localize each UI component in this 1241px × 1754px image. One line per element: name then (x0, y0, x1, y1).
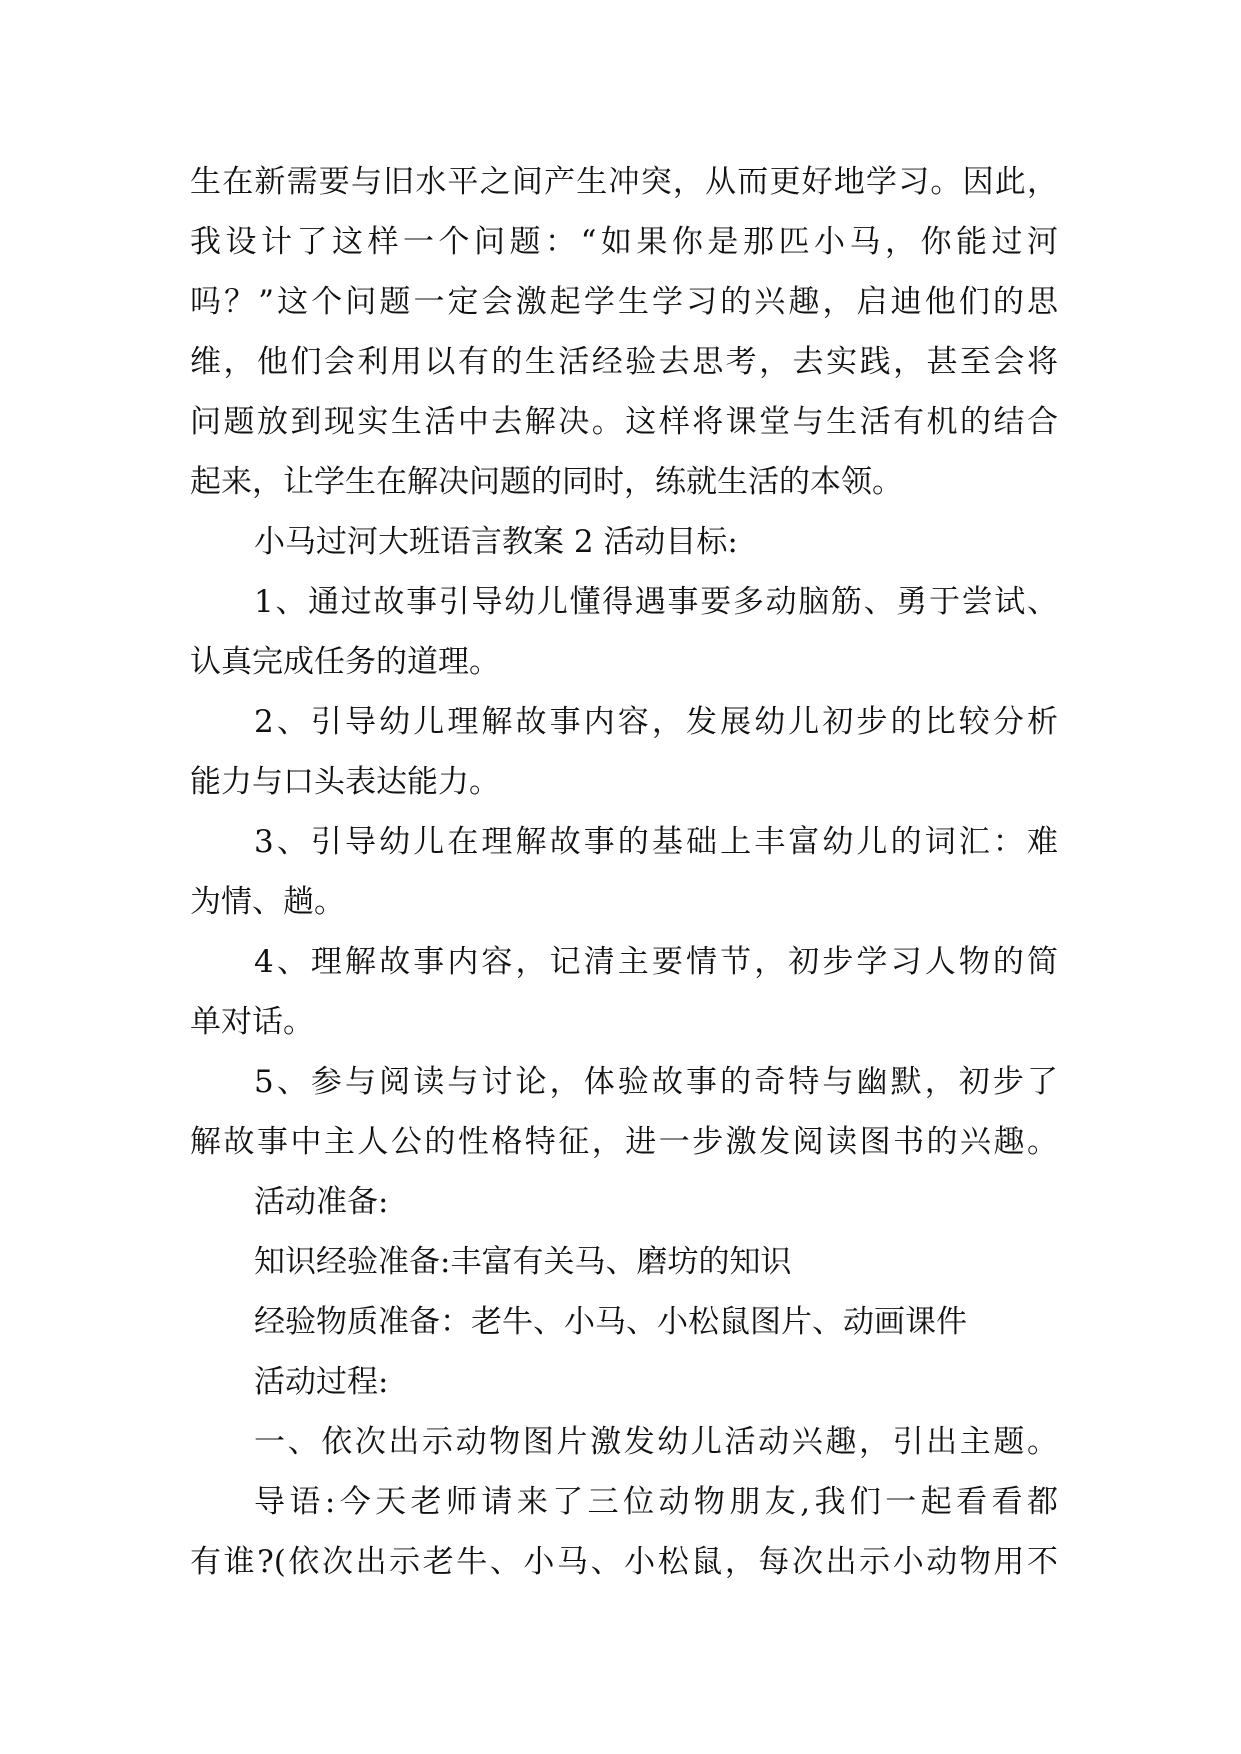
text-line: 维，他们会利用以有的生活经验去思考，去实践，甚至会将 (190, 344, 1058, 380)
text-line: 为情、趟。 (190, 884, 345, 920)
section-heading: 活动准备: (254, 1184, 389, 1220)
text-line: 解故事中主人公的性格特征，进一步激发阅读图书的兴趣。 (190, 1124, 1058, 1160)
text-line: 能力与口头表达能力。 (190, 764, 500, 800)
text-line: 起来，让学生在解决问题的同时，练就生活的本领。 (190, 464, 903, 500)
text-line: 单对话。 (190, 1004, 314, 1040)
text-line: 问题放到现实生活中去解决。这样将课堂与生活有机的结合 (190, 404, 1058, 440)
text-line: 一、依次出示动物图片激发幼儿活动兴趣，引出主题。 (254, 1424, 1058, 1460)
text-line: 2、引导幼儿理解故事内容，发展幼儿初步的比较分析 (254, 704, 1058, 740)
text-line: 知识经验准备:丰富有关马、磨坊的知识 (254, 1244, 792, 1280)
section-heading: 活动过程: (254, 1364, 389, 1400)
text-line: 4、理解故事内容，记清主要情节，初步学习人物的简 (254, 944, 1058, 980)
text-line: 导语:今天老师请来了三位动物朋友,我们一起看看都 (254, 1484, 1058, 1520)
text-line: 我设计了这样一个问题：“如果你是那匹小马，你能过河 (190, 224, 1058, 260)
text-line: 1、通过故事引导幼儿懂得遇事要多动脑筋、勇于尝试、 (254, 584, 1058, 620)
text-line: 认真完成任务的道理。 (190, 644, 500, 680)
text-line: 3、引导幼儿在理解故事的基础上丰富幼儿的词汇：难 (254, 824, 1058, 860)
text-line: 生在新需要与旧水平之间产生冲突，从而更好地学习。因此， (190, 164, 1058, 200)
text-line: 吗？”这个问题一定会激起学生学习的兴趣，启迪他们的思 (190, 284, 1058, 320)
text-line: 有谁?(依次出示老牛、小马、小松鼠，每次出示小动物用不 (190, 1544, 1058, 1580)
section-heading: 小马过河大班语言教案 2 活动目标: (254, 524, 738, 560)
text-line: 经验物质准备：老牛、小马、小松鼠图片、动画课件 (254, 1304, 967, 1340)
text-line: 5、参与阅读与讨论，体验故事的奇特与幽默，初步了 (254, 1064, 1058, 1100)
